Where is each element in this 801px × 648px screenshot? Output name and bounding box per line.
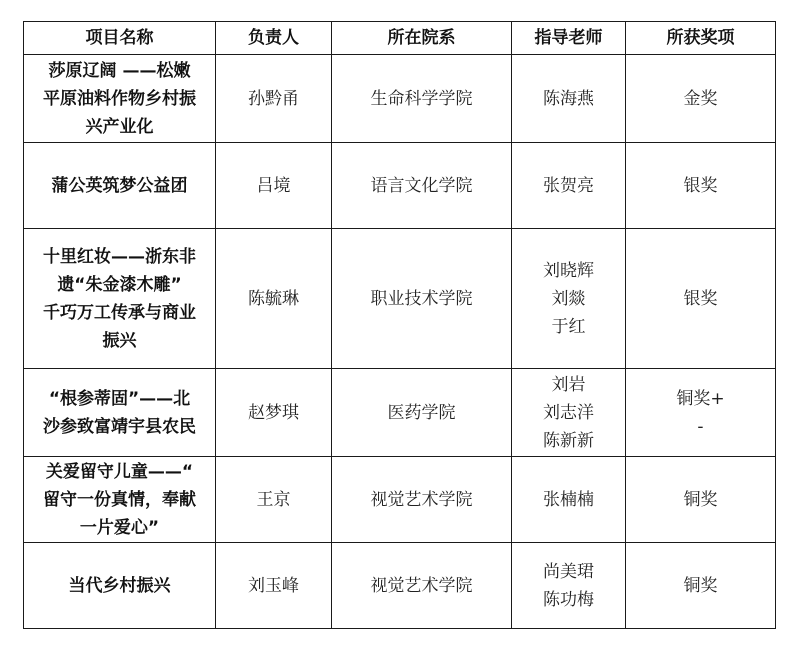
department-cell: 语言文化学院	[332, 143, 512, 229]
award-line: 银奖	[683, 288, 718, 309]
leader-cell: 赵梦琪	[216, 369, 332, 457]
award-cell	[626, 143, 776, 229]
project-name-cell	[24, 457, 216, 543]
award-cell	[626, 543, 776, 629]
project-name-line: 当代乡村振兴	[68, 575, 171, 596]
table-row	[24, 369, 776, 457]
project-name-cell	[24, 543, 216, 629]
project-name-line: 兴产业化	[85, 116, 154, 137]
advisor-name: 刘志洋	[543, 402, 594, 423]
department-cell: 职业技术学院	[332, 229, 512, 369]
advisor-cell	[512, 143, 626, 229]
header-advisor: 指导老师	[512, 22, 626, 55]
award-line: 铜奖	[683, 575, 718, 596]
header-department: 所在院系	[332, 22, 512, 55]
table-row	[24, 143, 776, 229]
advisor-name: 张楠楠	[543, 489, 594, 510]
advisor-cell	[512, 369, 626, 457]
advisor-name: 尚美珺	[543, 561, 594, 582]
award-line: 铜奖	[683, 489, 718, 510]
awards-table	[23, 21, 776, 629]
award-line: -	[697, 416, 704, 437]
leader-cell: 陈毓琳	[216, 229, 332, 369]
leader-cell: 王京	[216, 457, 332, 543]
department-cell: 医药学院	[332, 369, 512, 457]
advisor-name: 陈功梅	[543, 589, 594, 610]
header-row	[24, 22, 776, 55]
project-name-cell	[24, 143, 216, 229]
advisor-name: 于红	[551, 316, 586, 337]
table-row	[24, 543, 776, 629]
advisor-cell	[512, 457, 626, 543]
project-name-line: 遗“朱金漆木雕”	[57, 274, 182, 295]
advisor-name: 刘岩	[551, 374, 586, 395]
award-cell	[626, 369, 776, 457]
project-name-line: 十里红妆——浙东非	[43, 246, 196, 267]
advisor-name: 陈海燕	[543, 88, 594, 109]
award-cell	[626, 457, 776, 543]
department-cell: 视觉艺术学院	[332, 457, 512, 543]
award-line: 铜奖+	[676, 388, 725, 409]
table-row	[24, 55, 776, 143]
project-name-line: 沙参致富靖宇县农民	[43, 416, 196, 437]
header-project-name: 项目名称	[24, 22, 216, 55]
advisor-cell	[512, 55, 626, 143]
department-cell: 视觉艺术学院	[332, 543, 512, 629]
project-name-cell	[24, 229, 216, 369]
project-name-line: 千巧万工传承与商业	[43, 302, 196, 323]
table-row	[24, 457, 776, 543]
project-name-cell	[24, 369, 216, 457]
project-name-line: 平原油料作物乡村振	[43, 88, 196, 109]
project-name-line: 关爱留守儿童——“	[45, 461, 194, 482]
project-name-line: 蒲公英筑梦公益团	[51, 175, 188, 196]
leader-cell: 孙黔甬	[216, 55, 332, 143]
table-row	[24, 229, 776, 369]
award-line: 银奖	[683, 175, 718, 196]
award-cell	[626, 55, 776, 143]
advisor-cell	[512, 543, 626, 629]
award-line: 金奖	[683, 88, 718, 109]
project-name-line: 一片爱心”	[79, 517, 160, 538]
department-cell: 生命科学学院	[332, 55, 512, 143]
project-name-cell	[24, 55, 216, 143]
project-name-line: 留守一份真情，奉献	[43, 489, 196, 510]
advisor-cell	[512, 229, 626, 369]
leader-cell: 刘玉峰	[216, 543, 332, 629]
advisor-name: 张贺亮	[543, 175, 594, 196]
award-cell	[626, 229, 776, 369]
table-header	[24, 22, 776, 55]
table-body	[24, 55, 776, 629]
leader-cell: 吕境	[216, 143, 332, 229]
advisor-name: 刘晓辉	[543, 260, 594, 281]
project-name-line: 振兴	[102, 330, 137, 351]
advisor-name: 陈新新	[543, 430, 594, 451]
advisor-name: 刘燚	[551, 288, 586, 309]
header-leader: 负责人	[216, 22, 332, 55]
project-name-line: 莎原辽阔 ——松嫩	[48, 60, 191, 81]
header-award: 所获奖项	[626, 22, 776, 55]
project-name-line: “根参蒂固”——北	[48, 388, 191, 409]
